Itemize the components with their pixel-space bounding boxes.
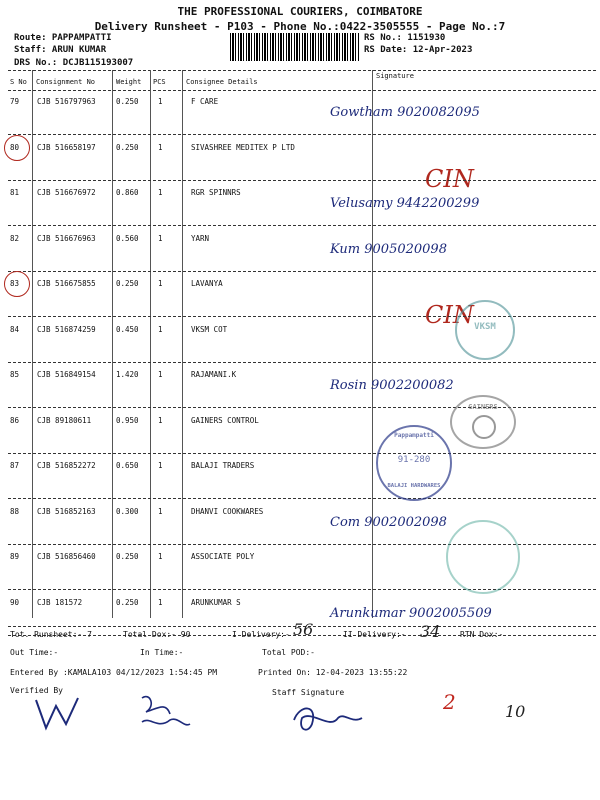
- row-sno: 88: [10, 506, 20, 516]
- row-signature: Gowtham 9020082095: [330, 105, 480, 120]
- row-separator: [8, 271, 596, 272]
- row-signature: CIN: [425, 164, 474, 193]
- row-signature: CIN: [425, 301, 474, 329]
- row-pcs: 1: [158, 142, 163, 152]
- total-runsheet: Tot. Runsheet:- 7: [10, 630, 92, 639]
- document-title: THE PROFESSIONAL COURIERS, COIMBATORE: [177, 5, 423, 18]
- row-sno: 85: [10, 370, 20, 379]
- row-consignment-no: CJB 516797963: [37, 97, 96, 106]
- row-consignee: DHANVI COOKWARES: [191, 506, 264, 516]
- row-separator: [8, 225, 596, 226]
- staff-label: Staff: ARUN KUMAR: [14, 45, 107, 55]
- row-signature: Rosin 9002200082: [330, 378, 454, 393]
- row-sno: 90: [10, 597, 20, 607]
- row-weight: 0.250: [116, 597, 139, 607]
- row-weight: 0.250: [116, 97, 139, 106]
- row-pcs: 1: [158, 324, 163, 334]
- staff-signature-label: Staff Signature: [272, 688, 345, 697]
- row-consignment-no: CJB 516676972: [37, 188, 96, 197]
- row-weight: 0.560: [116, 233, 139, 243]
- row-consignment-no: CJB 516676963: [37, 233, 96, 243]
- col-header-pcs: PCS: [153, 78, 166, 86]
- row-weight: 0.250: [116, 142, 139, 152]
- row-sno: 86: [10, 415, 20, 425]
- row-weight: 0.650: [116, 461, 139, 470]
- row-separator: [8, 134, 596, 135]
- col-header-sno: S No: [10, 78, 27, 86]
- printed-on: Printed On: 12-04-2023 13:55:22: [258, 668, 408, 677]
- row-consignment-no: CJB 516849154: [37, 370, 96, 379]
- row-consignment-no: CJB 516856460: [37, 552, 96, 561]
- row-pcs: 1: [158, 233, 163, 243]
- col-header-weight: Weight: [116, 78, 142, 86]
- row-consignment-no: CJB 89180611: [37, 415, 92, 425]
- verified-by-label: Verified By: [10, 686, 63, 695]
- row-consignment-no: CJB 516852163: [37, 506, 96, 516]
- total-pod-label: Total POD:-: [262, 648, 315, 657]
- verified-signatures: [30, 690, 250, 740]
- total-dox: Total Dox:- 90: [123, 630, 191, 639]
- row-consignee: LAVANYA: [191, 279, 223, 288]
- teal-seal-stamp: [446, 520, 520, 594]
- row-consignee: ARUNKUMAR S: [191, 597, 241, 607]
- row-consignee: SIVASHREE MEDITEX P LTD: [191, 142, 295, 152]
- gainers-logo-icon: [472, 415, 496, 439]
- row-sno: 81: [10, 188, 20, 197]
- in-time-label: In Time:-: [140, 648, 184, 657]
- table-header-rule: [8, 90, 596, 91]
- route-label: Route: PAPPAMPATTI: [14, 33, 112, 43]
- row-pcs: 1: [158, 415, 163, 425]
- row-pcs: 1: [158, 506, 163, 516]
- row-consignment-no: CJB 516658197: [37, 142, 96, 152]
- row-consignee: YARN: [191, 233, 210, 243]
- row-consignment-no: CJB 181572: [37, 597, 83, 607]
- vksm-stamp: VKSM: [455, 300, 515, 360]
- row-signature: Kum 9005020098: [330, 241, 447, 257]
- i-delivery-handwritten: 56: [293, 620, 314, 639]
- row-separator: [8, 453, 596, 454]
- row-weight: 0.250: [116, 552, 139, 561]
- row-weight: 1.420: [116, 370, 139, 379]
- row-consignee: RAJAMANI.K: [191, 370, 237, 379]
- column-divider: [182, 70, 183, 618]
- table-top-rule: [8, 70, 596, 71]
- row-signature: Velusamy 9442200299: [330, 196, 480, 211]
- row-consignee: ASSOCIATE POLY: [191, 552, 255, 561]
- staff-signature-scribble: [290, 700, 370, 740]
- column-divider: [150, 70, 151, 618]
- row-weight: 0.950: [116, 415, 139, 425]
- row-weight: 0.300: [116, 506, 139, 516]
- i-delivery-label: I Delivery:-: [232, 630, 290, 639]
- handwritten-mark-red: 2: [443, 690, 456, 714]
- row-pcs: 1: [158, 188, 163, 197]
- row-pcs: 1: [158, 370, 163, 379]
- ii-delivery-handwritten: 34: [420, 622, 441, 641]
- out-time-label: Out Time:-: [10, 648, 59, 657]
- row-pcs: 1: [158, 597, 163, 607]
- row-sno: 83: [10, 279, 20, 288]
- col-header-consignee: Consignee Details: [186, 78, 258, 86]
- row-consignment-no: CJB 516675855: [37, 279, 96, 288]
- rs-number: RS No.: 1151930: [364, 33, 446, 43]
- barcode: [230, 33, 360, 61]
- row-sno: 84: [10, 324, 20, 334]
- row-signature: Arunkumar 9002005509: [330, 605, 492, 621]
- gainers-stamp: GAINERS: [450, 395, 516, 449]
- row-consignee: F CARE: [191, 97, 219, 106]
- balaji-hardwares-stamp: Pappampatti 91-280 BALAJI HARDWARES: [376, 425, 452, 501]
- column-divider: [372, 70, 373, 618]
- row-consignee: RGR SPINNRS: [191, 188, 241, 197]
- row-sno: 79: [10, 97, 20, 106]
- row-consignee: VKSM COT: [191, 324, 228, 334]
- row-pcs: 1: [158, 279, 163, 288]
- rtn-dox-label: RTN Dox:-: [460, 630, 504, 639]
- rs-date: RS Date: 12-Apr-2023: [364, 45, 473, 55]
- row-weight: 0.450: [116, 324, 139, 334]
- ii-delivery-label: II Delivery:-: [343, 630, 406, 639]
- row-sno: 89: [10, 552, 20, 561]
- row-sno: 82: [10, 233, 20, 243]
- row-signature: Com 9002002098: [330, 514, 447, 530]
- row-pcs: 1: [158, 97, 163, 106]
- column-divider: [32, 70, 33, 618]
- row-consignment-no: CJB 516852272: [37, 461, 96, 470]
- row-weight: 0.860: [116, 188, 139, 197]
- row-consignment-no: CJB 516874259: [37, 324, 96, 334]
- row-pcs: 1: [158, 552, 163, 561]
- row-consignee: BALAJI TRADERS: [191, 461, 255, 470]
- document-subtitle: Delivery Runsheet - P103 - Phone No.:0422-3505555 - Page No.:7: [94, 20, 506, 33]
- row-separator: [8, 498, 596, 499]
- row-weight: 0.250: [116, 279, 139, 288]
- column-divider: [112, 70, 113, 618]
- handwritten-mark-black: 10: [505, 702, 526, 721]
- row-separator: [8, 180, 596, 181]
- entered-by: Entered By :KAMALA103 04/12/2023 1:54:45 PM: [10, 668, 218, 677]
- row-sno: 87: [10, 461, 20, 470]
- row-consignee: GAINERS CONTROL: [191, 415, 259, 425]
- row-circle-mark: [4, 271, 30, 297]
- row-circle-mark: [4, 135, 30, 161]
- row-separator: [8, 589, 596, 590]
- row-sno: 80: [10, 142, 20, 152]
- drs-number: DRS No.: DCJB115193007: [14, 58, 134, 68]
- col-header-signature: Signature: [376, 72, 414, 80]
- row-pcs: 1: [158, 461, 163, 470]
- col-header-consignment: Consignment No: [36, 78, 96, 86]
- row-separator: [8, 362, 596, 363]
